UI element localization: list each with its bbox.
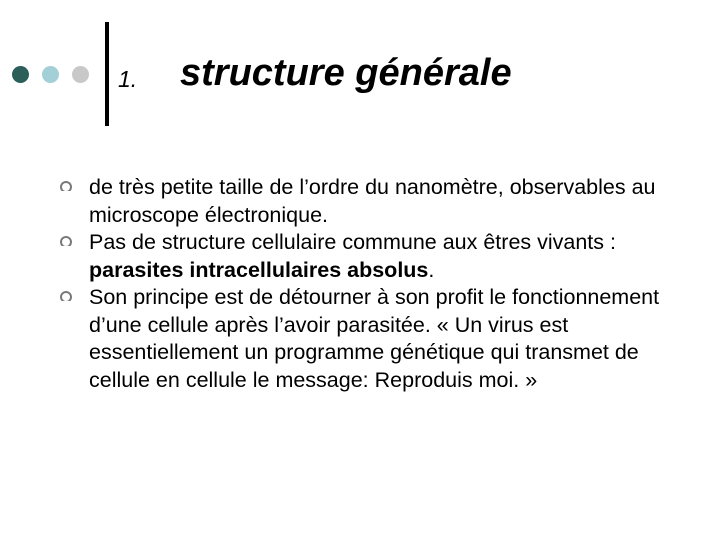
bullet-circle-icon bbox=[60, 181, 72, 193]
title-divider bbox=[105, 22, 109, 126]
bullet-text: de très petite taille de l’ordre du nanomètre, observables au microscope électronique. bbox=[89, 175, 656, 227]
bullet-item bbox=[60, 174, 700, 229]
title-number: 1. bbox=[118, 66, 138, 92]
slide-title: structure générale bbox=[180, 52, 512, 94]
decor-dot-grey bbox=[72, 66, 89, 83]
bullet-item bbox=[60, 229, 700, 284]
bullet-circle-icon bbox=[60, 291, 72, 303]
bullet-text-end: . bbox=[428, 257, 435, 282]
bullet-text: Pas de structure cellulaire commune aux êtres vivants : bbox=[89, 230, 616, 254]
bullet-list bbox=[60, 174, 700, 394]
bullet-text: Son principe est de détourner à son profit le fonctionnement d’une cellule après l’avoir parasitée. « Un virus est essentiellement un programme génétique qui transmet de cellule en cellule le message: Reproduis moi. » bbox=[89, 285, 660, 392]
bullet-item bbox=[60, 284, 700, 394]
decor-dot-dark bbox=[12, 66, 29, 83]
bullet-circle-icon bbox=[60, 236, 72, 248]
decor-dot-light-blue bbox=[42, 66, 59, 83]
bullet-bold-text: parasites intracellulaires absolus bbox=[89, 257, 429, 282]
